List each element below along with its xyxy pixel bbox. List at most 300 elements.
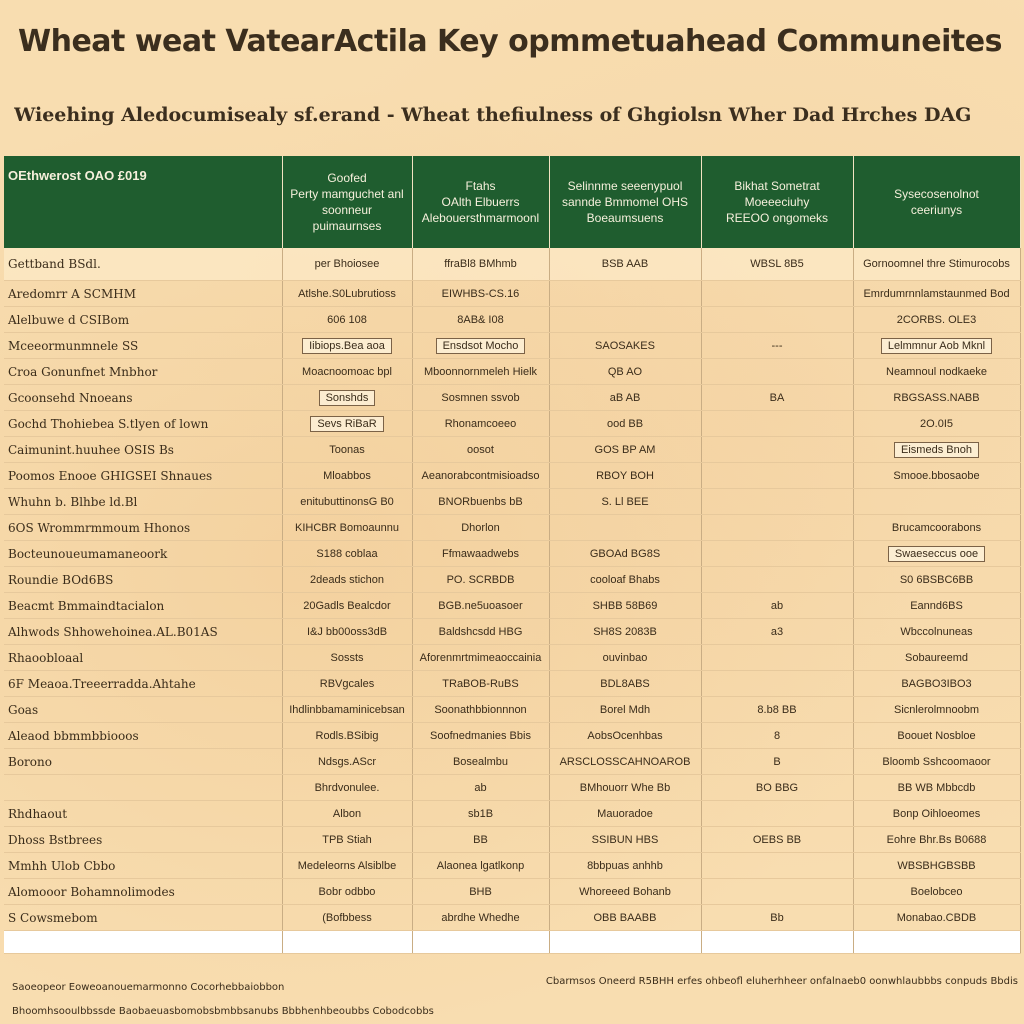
data-table-container bbox=[4, 156, 1020, 960]
table-row bbox=[4, 333, 1020, 359]
cell-text: Mboonnornmeleh Hielk bbox=[423, 365, 538, 378]
table-row bbox=[4, 248, 1020, 281]
table-cell[interactable] bbox=[701, 827, 853, 853]
page-title: Wheat weat VatearActila Key opmmetuahead Communeites bbox=[18, 24, 1002, 59]
table-cell[interactable] bbox=[412, 619, 549, 645]
table-cell[interactable] bbox=[701, 248, 853, 281]
cell-text: Eohre Bhr.Bs B0688 bbox=[886, 833, 987, 846]
table-row bbox=[4, 879, 1020, 905]
table-cell[interactable] bbox=[853, 463, 1020, 489]
cell-text: 8bbpuas anhhb bbox=[587, 859, 663, 872]
row-label-cell[interactable] bbox=[4, 515, 282, 541]
cell-text: RBGSASS.NABB bbox=[893, 391, 980, 404]
cell-text: Beacmt Bmmaindtacialon bbox=[8, 598, 165, 613]
table-cell[interactable] bbox=[412, 593, 549, 619]
cell-text: aB AB bbox=[609, 391, 641, 404]
table-cell[interactable] bbox=[412, 463, 549, 489]
table-cell[interactable] bbox=[853, 723, 1020, 749]
column-header[interactable] bbox=[4, 156, 282, 248]
table-cell[interactable] bbox=[412, 541, 549, 567]
table-row bbox=[4, 489, 1020, 515]
table-cell[interactable] bbox=[282, 515, 412, 541]
table-cell[interactable] bbox=[549, 749, 701, 775]
table-cell[interactable] bbox=[412, 853, 549, 879]
row-label-cell[interactable] bbox=[4, 645, 282, 671]
table-cell[interactable] bbox=[412, 281, 549, 307]
cell-text: RBVgcales bbox=[319, 677, 375, 690]
table-cell[interactable] bbox=[853, 775, 1020, 801]
cell-text: BDL8ABS bbox=[600, 677, 650, 690]
cell-text: ab bbox=[474, 781, 487, 794]
table-cell[interactable] bbox=[853, 248, 1020, 281]
table-cell[interactable] bbox=[701, 567, 853, 593]
cell-text: Monabao.CBDB bbox=[896, 911, 977, 924]
cell-text: Gcoonsehd Nnoeans bbox=[8, 390, 133, 405]
cell-text: Alaonea lgatlkonp bbox=[436, 859, 525, 872]
table-cell[interactable] bbox=[412, 248, 549, 281]
table-cell[interactable] bbox=[701, 281, 853, 307]
column-header[interactable] bbox=[549, 156, 701, 248]
table-cell[interactable] bbox=[282, 723, 412, 749]
cell-text: 6F Meaoa.Treeerradda.Ahtahe bbox=[8, 676, 196, 691]
row-label-cell[interactable] bbox=[4, 248, 282, 281]
table-cell[interactable] bbox=[549, 593, 701, 619]
table-cell[interactable] bbox=[701, 463, 853, 489]
cell-text: Ndsgs.AScr bbox=[317, 755, 377, 768]
table-cell[interactable] bbox=[282, 801, 412, 827]
row-label-cell[interactable] bbox=[4, 385, 282, 411]
row-label-cell[interactable] bbox=[4, 827, 282, 853]
footer-notes bbox=[12, 976, 434, 1024]
empty-cell bbox=[549, 931, 701, 954]
table-cell[interactable] bbox=[282, 333, 412, 359]
row-label-cell[interactable] bbox=[4, 879, 282, 905]
table-cell[interactable] bbox=[853, 541, 1020, 567]
table-cell[interactable] bbox=[853, 411, 1020, 437]
cell-text: OEBS BB bbox=[752, 833, 802, 846]
cell-text: WBSBHGBSBB bbox=[897, 859, 976, 872]
table-row bbox=[4, 905, 1020, 931]
row-label-cell[interactable] bbox=[4, 567, 282, 593]
cell-text: 2CORBS. OLE3 bbox=[896, 313, 977, 326]
row-label-cell[interactable] bbox=[4, 359, 282, 385]
cell-text: SH8S 2083B bbox=[593, 625, 657, 638]
cell-text: Roundie BOd6BS bbox=[8, 572, 114, 587]
table-cell[interactable] bbox=[701, 437, 853, 463]
table-cell[interactable] bbox=[549, 567, 701, 593]
cell-text: RBOY BOH bbox=[596, 469, 654, 482]
cell-text: Moacnoomoac bpl bbox=[302, 365, 392, 378]
table-row bbox=[4, 697, 1020, 723]
table-cell[interactable] bbox=[412, 645, 549, 671]
table-cell[interactable] bbox=[282, 619, 412, 645]
cell-text: Smooe.bbosaobe bbox=[893, 469, 980, 482]
table-cell[interactable] bbox=[701, 411, 853, 437]
table-cell[interactable] bbox=[549, 463, 701, 489]
table-cell[interactable] bbox=[549, 827, 701, 853]
cell-text: Dhorlon bbox=[461, 521, 500, 534]
cell-text: TRaBOB-RuBS bbox=[442, 677, 519, 690]
cell-text: Mmhh Ulob Cbbo bbox=[8, 858, 116, 873]
cell-text: EIWHBS-CS.16 bbox=[441, 287, 520, 300]
column-header-line: sannde Bmmomel OHS bbox=[561, 195, 689, 209]
table-row bbox=[4, 827, 1020, 853]
table-cell[interactable] bbox=[412, 697, 549, 723]
cell-text: Poomos Enooe GHIGSEI Shnaues bbox=[8, 468, 213, 483]
cell-text: Whuhn b. Blhbe ld.Bl bbox=[8, 494, 138, 509]
cell-text: GOS BP AM bbox=[594, 443, 656, 456]
table-row bbox=[4, 671, 1020, 697]
cell-text: ffraBl8 BMhmb bbox=[444, 258, 517, 270]
table-cell[interactable] bbox=[412, 879, 549, 905]
cell-text: S0 6BSBC6BB bbox=[899, 573, 974, 586]
table-cell[interactable] bbox=[701, 697, 853, 723]
table-cell[interactable] bbox=[412, 749, 549, 775]
table-cell[interactable] bbox=[853, 333, 1020, 359]
cell-text: ouvinbao bbox=[602, 651, 648, 664]
table-row bbox=[4, 749, 1020, 775]
cell-text: abrdhe Whedhe bbox=[441, 911, 520, 924]
table-cell[interactable] bbox=[853, 905, 1020, 931]
cell-text: Borel Mdh bbox=[599, 703, 651, 716]
table-cell[interactable] bbox=[853, 827, 1020, 853]
table-cell[interactable] bbox=[549, 801, 701, 827]
cell-text: Eannd6BS bbox=[910, 599, 963, 612]
table-cell[interactable] bbox=[412, 671, 549, 697]
cell-text: Alelbuwe d CSIBom bbox=[8, 312, 130, 327]
table-row bbox=[4, 437, 1020, 463]
row-label-cell[interactable] bbox=[4, 281, 282, 307]
table-row bbox=[4, 775, 1020, 801]
table-cell[interactable] bbox=[549, 437, 701, 463]
table-cell[interactable] bbox=[549, 853, 701, 879]
header-row bbox=[4, 156, 1020, 248]
table-cell[interactable] bbox=[853, 489, 1020, 515]
table-cell[interactable] bbox=[853, 645, 1020, 671]
column-header-line: Goofed bbox=[327, 171, 367, 185]
table-cell[interactable] bbox=[282, 541, 412, 567]
table-cell[interactable] bbox=[549, 411, 701, 437]
table-cell[interactable] bbox=[282, 905, 412, 931]
page-subtitle: Wieehing Aledocumisealy sf.erand - Wheat thefiulness of Ghgiolsn Wher Dad Hrches DAG bbox=[14, 104, 972, 126]
column-header-line: Bikhat Sometrat bbox=[734, 179, 820, 193]
table-cell[interactable] bbox=[412, 515, 549, 541]
table-cell[interactable] bbox=[282, 281, 412, 307]
cell-text: Neamnoul nodkaeke bbox=[886, 365, 987, 378]
table-cell[interactable] bbox=[412, 411, 549, 437]
table-cell[interactable] bbox=[282, 671, 412, 697]
column-header-line: Alebouersthmarmoonl bbox=[421, 211, 540, 225]
column-header-line: Moeeeciuhy bbox=[744, 195, 810, 209]
footer-source: Cbarmsos Oneerd R5BHH erfes ohbeofl eluherhheer onfalnaeb0 oonwhlaubbbs conpuds Bbdis bbox=[545, 976, 1018, 987]
table-row bbox=[4, 645, 1020, 671]
cell-text: Croa Gonunfnet Mnbhor bbox=[8, 364, 158, 379]
cell-text: Atlshe.S0Lubrutioss bbox=[298, 287, 396, 300]
table-cell[interactable] bbox=[701, 619, 853, 645]
table-cell[interactable] bbox=[853, 307, 1020, 333]
table-cell[interactable] bbox=[549, 671, 701, 697]
column-header-line: Sysecosenolnot bbox=[894, 187, 979, 201]
cell-text: BMhouorr Whe Bb bbox=[579, 781, 671, 794]
table-cell[interactable] bbox=[282, 385, 412, 411]
table-cell[interactable] bbox=[701, 489, 853, 515]
table-cell[interactable] bbox=[853, 281, 1020, 307]
row-label-cell[interactable] bbox=[4, 333, 282, 359]
cell-text: sb1B bbox=[467, 807, 494, 820]
table-cell[interactable] bbox=[412, 775, 549, 801]
cell-text: oosot bbox=[467, 443, 494, 456]
cell-text: Aforenmrtmimeaoccainia bbox=[419, 651, 542, 664]
cell-text: BO BBG bbox=[755, 781, 799, 794]
empty-cell bbox=[412, 931, 549, 954]
table-row bbox=[4, 385, 1020, 411]
table-cell[interactable] bbox=[412, 827, 549, 853]
cell-text: BGB.ne5uoasoer bbox=[438, 599, 523, 612]
table-cell[interactable] bbox=[549, 307, 701, 333]
table-cell[interactable] bbox=[853, 697, 1020, 723]
table-cell[interactable] bbox=[701, 853, 853, 879]
cell-text: TPB Stiah bbox=[322, 833, 372, 846]
empty-cell bbox=[853, 931, 1020, 954]
table-cell[interactable] bbox=[853, 671, 1020, 697]
column-header[interactable] bbox=[412, 156, 549, 248]
table-row bbox=[4, 307, 1020, 333]
row-label-cell[interactable] bbox=[4, 671, 282, 697]
cell-text: Bhrdvonulee. bbox=[314, 781, 380, 794]
cell-text: cooloaf Bhabs bbox=[590, 573, 660, 586]
row-label-cell[interactable] bbox=[4, 619, 282, 645]
row-label-cell[interactable] bbox=[4, 775, 282, 801]
row-label-cell[interactable] bbox=[4, 801, 282, 827]
column-header[interactable] bbox=[853, 156, 1020, 248]
row-label-cell[interactable] bbox=[4, 411, 282, 437]
table-cell[interactable] bbox=[701, 541, 853, 567]
cell-text: Sicnlerolmnoobm bbox=[894, 703, 979, 716]
cell-text: 20Gadls Bealcdor bbox=[303, 599, 391, 612]
table-cell[interactable] bbox=[282, 359, 412, 385]
table-cell[interactable] bbox=[412, 905, 549, 931]
empty-cell bbox=[4, 931, 282, 954]
cell-text: Ffmawaadwebs bbox=[441, 547, 520, 560]
table-cell[interactable] bbox=[549, 879, 701, 905]
table-cell[interactable] bbox=[282, 307, 412, 333]
cell-text: Ihdlinbbamaminicebsan bbox=[289, 703, 405, 716]
cell-text: Baldshcsdd HBG bbox=[438, 625, 523, 638]
cell-text: Sosmnen ssvob bbox=[441, 391, 520, 404]
table-cell[interactable] bbox=[853, 619, 1020, 645]
row-label-cell[interactable] bbox=[4, 307, 282, 333]
table-cell[interactable] bbox=[853, 853, 1020, 879]
cell-text: Soofnedmanies Bbis bbox=[430, 729, 531, 742]
table-cell[interactable] bbox=[282, 853, 412, 879]
table-cell[interactable] bbox=[412, 489, 549, 515]
table-row bbox=[4, 411, 1020, 437]
cell-text: Boelobceo bbox=[910, 885, 963, 898]
table-cell[interactable] bbox=[701, 905, 853, 931]
table-cell[interactable] bbox=[282, 437, 412, 463]
table-cell[interactable] bbox=[549, 723, 701, 749]
cell-text: a3 bbox=[770, 625, 784, 638]
table-cell[interactable] bbox=[853, 359, 1020, 385]
cell-text: Brucamcoorabons bbox=[891, 521, 982, 534]
cell-text: Toonas bbox=[329, 443, 365, 456]
footer-note-2: Bhoomhsooulbbssde Baobaeuasbomobsbmbbsanubs Bbbhenhbeoubbs Cobodcobbs bbox=[12, 1006, 434, 1017]
table-cell[interactable] bbox=[282, 749, 412, 775]
table-cell[interactable] bbox=[412, 437, 549, 463]
table-cell[interactable] bbox=[412, 359, 549, 385]
table-cell[interactable] bbox=[282, 463, 412, 489]
table-cell[interactable] bbox=[282, 248, 412, 281]
table-cell[interactable] bbox=[549, 489, 701, 515]
table-cell[interactable] bbox=[282, 567, 412, 593]
cell-text: Gornoomnel thre Stimurocobs bbox=[863, 258, 1010, 270]
row-label-cell[interactable] bbox=[4, 593, 282, 619]
table-cell[interactable] bbox=[549, 359, 701, 385]
table-cell[interactable] bbox=[853, 879, 1020, 905]
row-label-cell[interactable] bbox=[4, 489, 282, 515]
cell-text: Dhoss Bstbrees bbox=[8, 832, 103, 847]
cell-text: ab bbox=[770, 599, 784, 612]
footer-note-1: Saoeopeor Eoweoanouemarmonno Cocorhebbaiobbon bbox=[12, 982, 285, 993]
cell-text: BNORbuenbs bB bbox=[438, 495, 523, 508]
table-cell[interactable] bbox=[701, 671, 853, 697]
cell-text: BHB bbox=[469, 885, 492, 898]
column-header-line: OAlth Elbuerrs bbox=[441, 195, 520, 209]
column-header-line: Boeaumsuens bbox=[586, 211, 664, 225]
table-cell[interactable] bbox=[701, 593, 853, 619]
table-cell[interactable] bbox=[282, 593, 412, 619]
table-cell[interactable] bbox=[701, 775, 853, 801]
table-cell[interactable] bbox=[701, 359, 853, 385]
table-row bbox=[4, 359, 1020, 385]
cell-text: Bosealmbu bbox=[452, 755, 509, 768]
table-cell[interactable] bbox=[701, 307, 853, 333]
table-cell[interactable] bbox=[853, 437, 1020, 463]
cell-text: Ensdsot Mocho bbox=[436, 338, 526, 354]
empty-cell bbox=[701, 931, 853, 954]
table-cell[interactable] bbox=[282, 697, 412, 723]
table-cell[interactable] bbox=[282, 411, 412, 437]
cell-text: BAGBO3IBO3 bbox=[901, 677, 972, 690]
table-cell[interactable] bbox=[701, 879, 853, 905]
cell-text: Albon bbox=[332, 807, 362, 820]
table-cell[interactable] bbox=[412, 801, 549, 827]
cell-text: Aleaod bbmmbbiooos bbox=[8, 728, 139, 743]
table-cell[interactable] bbox=[549, 619, 701, 645]
table-cell[interactable] bbox=[549, 541, 701, 567]
table-cell[interactable] bbox=[701, 749, 853, 775]
row-label-cell[interactable] bbox=[4, 723, 282, 749]
table-cell[interactable] bbox=[412, 723, 549, 749]
table-cell[interactable] bbox=[282, 645, 412, 671]
table-cell[interactable] bbox=[701, 723, 853, 749]
row-label-cell[interactable] bbox=[4, 463, 282, 489]
table-cell[interactable] bbox=[853, 385, 1020, 411]
cell-text: ARSCLOSSCAHNOAROB bbox=[559, 755, 691, 768]
table-row bbox=[4, 619, 1020, 645]
table-cell[interactable] bbox=[412, 567, 549, 593]
table-cell[interactable] bbox=[282, 489, 412, 515]
row-label-cell[interactable] bbox=[4, 905, 282, 931]
table-cell[interactable] bbox=[853, 749, 1020, 775]
table-cell[interactable] bbox=[549, 697, 701, 723]
cell-text: Aredomrr A SCMHM bbox=[8, 286, 136, 301]
table-cell[interactable] bbox=[282, 775, 412, 801]
cell-text: Emrdumrnnlamstaunmed Bod bbox=[863, 287, 1010, 300]
cell-text: Eismeds Bnoh bbox=[894, 442, 979, 458]
table-cell[interactable] bbox=[549, 333, 701, 359]
column-header-line: Selinnme seeenypuol bbox=[567, 179, 683, 193]
cell-text: 8 bbox=[773, 729, 781, 742]
table-cell[interactable] bbox=[853, 515, 1020, 541]
table-cell[interactable] bbox=[549, 775, 701, 801]
table-cell[interactable] bbox=[412, 385, 549, 411]
table-cell[interactable] bbox=[549, 385, 701, 411]
cell-text: ood BB bbox=[606, 417, 644, 430]
table-row bbox=[4, 515, 1020, 541]
table-row bbox=[4, 281, 1020, 307]
cell-text: Swaeseccus ooe bbox=[888, 546, 985, 562]
table-cell[interactable] bbox=[853, 801, 1020, 827]
column-header-line: ceeriunys bbox=[910, 203, 963, 217]
column-header-line: Ftahs bbox=[465, 179, 496, 193]
table-cell[interactable] bbox=[549, 248, 701, 281]
table-cell[interactable] bbox=[549, 905, 701, 931]
row-label-cell[interactable] bbox=[4, 541, 282, 567]
data-table bbox=[4, 156, 1021, 954]
cell-text: S. Ll BEE bbox=[601, 495, 649, 508]
cell-text: Goas bbox=[8, 702, 39, 717]
table-cell[interactable] bbox=[853, 567, 1020, 593]
cell-text: I&J bb00oss3dB bbox=[306, 625, 388, 638]
table-cell[interactable] bbox=[701, 801, 853, 827]
table-cell[interactable] bbox=[549, 515, 701, 541]
table-cell[interactable] bbox=[549, 645, 701, 671]
table-cell[interactable] bbox=[701, 333, 853, 359]
cell-text: Mloabbos bbox=[323, 469, 371, 482]
cell-text: Bocteunoueumamaneoork bbox=[8, 546, 168, 561]
table-cell[interactable] bbox=[412, 307, 549, 333]
table-cell[interactable] bbox=[282, 827, 412, 853]
table-cell[interactable] bbox=[701, 645, 853, 671]
row-label-cell[interactable] bbox=[4, 853, 282, 879]
cell-text: Sonshds bbox=[319, 390, 376, 406]
column-header[interactable] bbox=[282, 156, 412, 248]
table-cell[interactable] bbox=[549, 281, 701, 307]
row-label-cell[interactable] bbox=[4, 697, 282, 723]
row-label-cell[interactable] bbox=[4, 437, 282, 463]
column-header-line: REEOO ongomeks bbox=[725, 211, 829, 225]
cell-text: KIHCBR Bomoaunnu bbox=[295, 521, 399, 534]
cell-text: 2deads stichon bbox=[310, 573, 384, 586]
cell-text: Alomooor Bohamnolimodes bbox=[8, 884, 175, 899]
table-cell[interactable] bbox=[701, 515, 853, 541]
table-cell[interactable] bbox=[853, 593, 1020, 619]
table-cell[interactable] bbox=[412, 333, 549, 359]
table-cell[interactable] bbox=[282, 879, 412, 905]
cell-text: Rhonamcoeeo bbox=[444, 417, 517, 430]
cell-text: Iibiops.Bea aoa bbox=[302, 338, 392, 354]
table-row bbox=[4, 853, 1020, 879]
cell-text: S188 coblaa bbox=[316, 547, 378, 560]
cell-text: BA bbox=[769, 391, 785, 404]
column-header[interactable] bbox=[701, 156, 853, 248]
cell-text: Medeleorns Alsiblbe bbox=[297, 859, 397, 872]
row-label-cell[interactable] bbox=[4, 749, 282, 775]
table-header bbox=[4, 156, 1020, 248]
cell-text: BB WB Mbbcdb bbox=[897, 781, 976, 794]
table-cell[interactable] bbox=[701, 385, 853, 411]
